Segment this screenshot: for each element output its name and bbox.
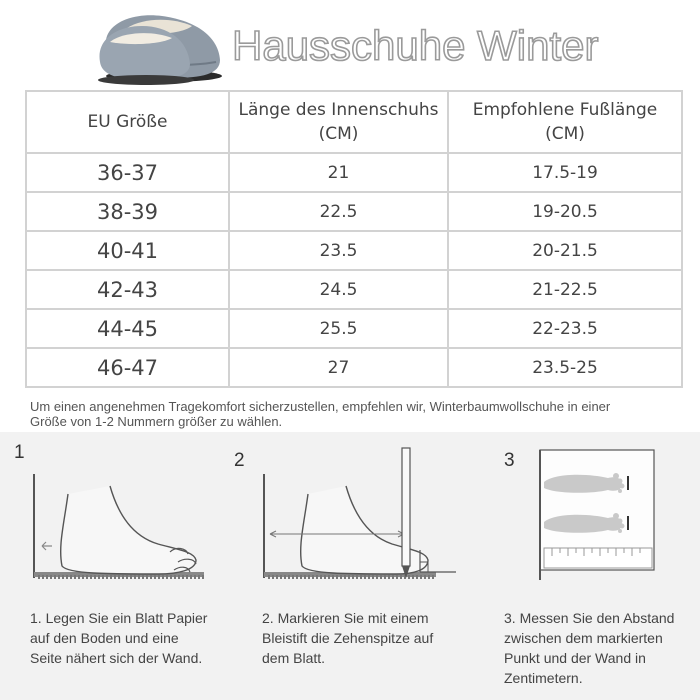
- cell-eu-size: 40-41: [26, 231, 229, 270]
- cell-foot-length: 20-21.5: [448, 231, 682, 270]
- step-2-number: 2: [234, 450, 245, 471]
- step-3-line4: Zentimetern.: [504, 670, 583, 686]
- slipper-image: [92, 4, 226, 86]
- header-foot-length-line1: Empfohlene Fußlänge: [472, 100, 658, 120]
- table-row: [26, 153, 682, 192]
- table-row: [26, 348, 682, 387]
- step-1-line2: auf den Boden und eine: [30, 630, 179, 646]
- header-foot-length-line2: (CM): [545, 124, 585, 144]
- step-3-line2: zwischen dem markierten: [504, 630, 663, 646]
- step-1-number: 1: [14, 442, 25, 463]
- header-inner-length: [229, 91, 448, 153]
- step-1-line1: 1. Legen Sie ein Blatt Papier: [30, 610, 208, 626]
- header-eu-size: [26, 91, 229, 153]
- cell-foot-length: 19-20.5: [448, 192, 682, 231]
- cell-inner-length: 25.5: [229, 309, 448, 348]
- cell-eu-size: 46-47: [26, 348, 229, 387]
- step-3-text: [504, 608, 674, 688]
- table-row: [26, 270, 682, 309]
- size-table: [25, 90, 683, 388]
- page-title: [232, 14, 672, 74]
- step-3-line3: Punkt und der Wand in: [504, 650, 646, 666]
- cell-eu-size: 38-39: [26, 192, 229, 231]
- header-inner-length-line2: (CM): [318, 124, 359, 144]
- cell-foot-length: 17.5-19: [448, 153, 682, 192]
- cell-inner-length: 22.5: [229, 192, 448, 231]
- step-2-illustration: [256, 444, 466, 588]
- step-1-line3: Seite nähert sich der Wand.: [30, 650, 203, 666]
- step-2-line1: 2. Markieren Sie mit einem: [262, 610, 429, 626]
- size-note: [30, 399, 690, 429]
- page-title-text: Hausschuhe Winter: [232, 22, 599, 69]
- step-1-illustration: [28, 474, 208, 614]
- header-foot-length: [448, 91, 682, 153]
- cell-inner-length: 27: [229, 348, 448, 387]
- step-1-text: [30, 608, 207, 668]
- step-2-line3: dem Blatt.: [262, 650, 326, 666]
- header-eu-size-label: EU Größe: [87, 112, 168, 132]
- step-2-text: [262, 608, 433, 668]
- table-header-row: [26, 91, 682, 153]
- size-note-line1: Um einen angenehmen Tragekomfort sicherzustellen, empfehlen wir, Winterbaumwollschuhe in einer: [30, 399, 611, 414]
- cell-inner-length: 21: [229, 153, 448, 192]
- cell-inner-length: 24.5: [229, 270, 448, 309]
- cell-foot-length: 21-22.5: [448, 270, 682, 309]
- step-3-illustration: [536, 446, 660, 596]
- step-3-line1: 3. Messen Sie den Abstand: [504, 610, 675, 626]
- table-row: [26, 309, 682, 348]
- header-inner-length-line1: Länge des Innenschuhs: [238, 100, 439, 120]
- cell-eu-size: 44-45: [26, 309, 229, 348]
- step-3-number: 3: [504, 450, 515, 471]
- cell-eu-size: 42-43: [26, 270, 229, 309]
- size-note-line2: Größe von 1-2 Nummern größer zu wählen.: [30, 414, 283, 429]
- cell-inner-length: 23.5: [229, 231, 448, 270]
- table-row: [26, 192, 682, 231]
- cell-foot-length: 23.5-25: [448, 348, 682, 387]
- cell-foot-length: 22-23.5: [448, 309, 682, 348]
- measurement-instructions: [0, 432, 700, 700]
- table-row: [26, 231, 682, 270]
- cell-eu-size: 36-37: [26, 153, 229, 192]
- step-2-line2: Bleistift die Zehenspitze auf: [262, 630, 434, 646]
